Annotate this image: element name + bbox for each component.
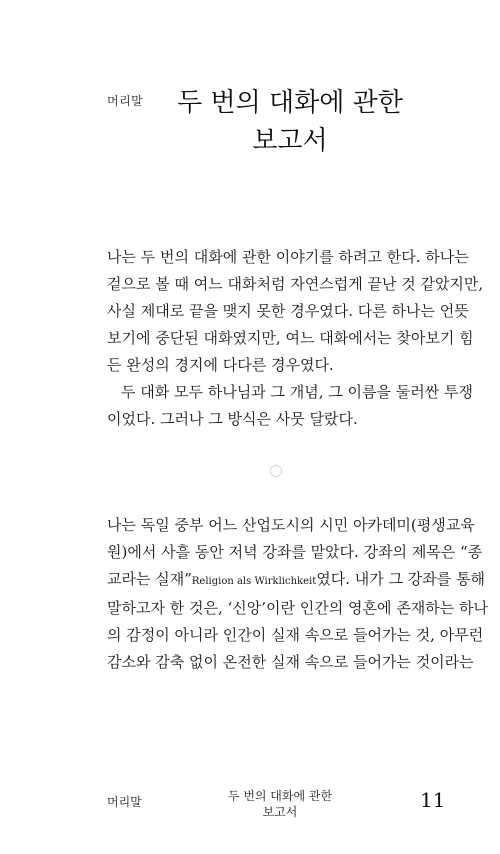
text-segment: 였다. 내가 그 강좌를 통해 [316,570,485,588]
page-number: 11 [420,788,446,812]
foreign-term: Religion als Wirklichkeit [191,576,317,587]
text-line-with-foreign-term [107,566,485,595]
text-segment: 교라는 실재” [107,570,192,588]
chapter-title [120,84,460,160]
text-line: 두 대화 모두 하나님과 그 개념, 그 이름을 둘러싼 투쟁 [121,383,473,401]
chapter-title-line2: 보고서 [252,126,328,156]
chapter-title-line1: 두 번의 대화에 관한 [177,88,403,118]
text-line: 사실 제대로 끝을 맺지 못한 경우였다. 다른 하나는 언뜻 [107,302,469,320]
text-line: 나는 독일 중부 어느 산업도시의 시민 아카데미(평생교육 [107,516,475,534]
text-line: 감소와 감축 없이 온전한 실재 속으로 들어가는 것이라는 [107,653,474,671]
text-line: 보기에 중단된 대화였지만, 여느 대화에서는 찾아보기 힘 [107,329,474,347]
body-text-block-1 [107,244,484,433]
text-line: 겉으로 볼 때 여느 대화처럼 자연스럽게 끝난 것 같았지만, [107,275,484,293]
footer-title-line1: 두 번의 대화에 관한 [227,789,333,803]
text-line: 의 감정이 아니라 인간이 실재 속으로 들어가는 것, 아무런 [107,626,484,644]
footer-title-line2: 보고서 [262,805,298,819]
footer-running-title [200,788,360,820]
text-line: 원)에서 사흘 동안 저녁 강좌를 맡았다. 강좌의 제목은 “종 [107,543,483,561]
text-line: 든 완성의 경지에 다다른 경우였다. [107,356,334,374]
section-divider-ornament [270,465,282,477]
body-text-block-2 [107,512,488,676]
text-line: 이었다. 그러나 그 방식은 사뭇 달랐다. [107,410,358,428]
text-line: 말하고자 한 것은, ‘신앙’이란 인간의 영혼에 존재하는 하나 [107,599,488,617]
section-label: 머리말 [107,94,144,108]
footer-section-label: 머리말 [107,795,142,809]
text-line: 나는 두 번의 대화에 관한 이야기를 하려고 한다. 하나는 [107,248,469,266]
